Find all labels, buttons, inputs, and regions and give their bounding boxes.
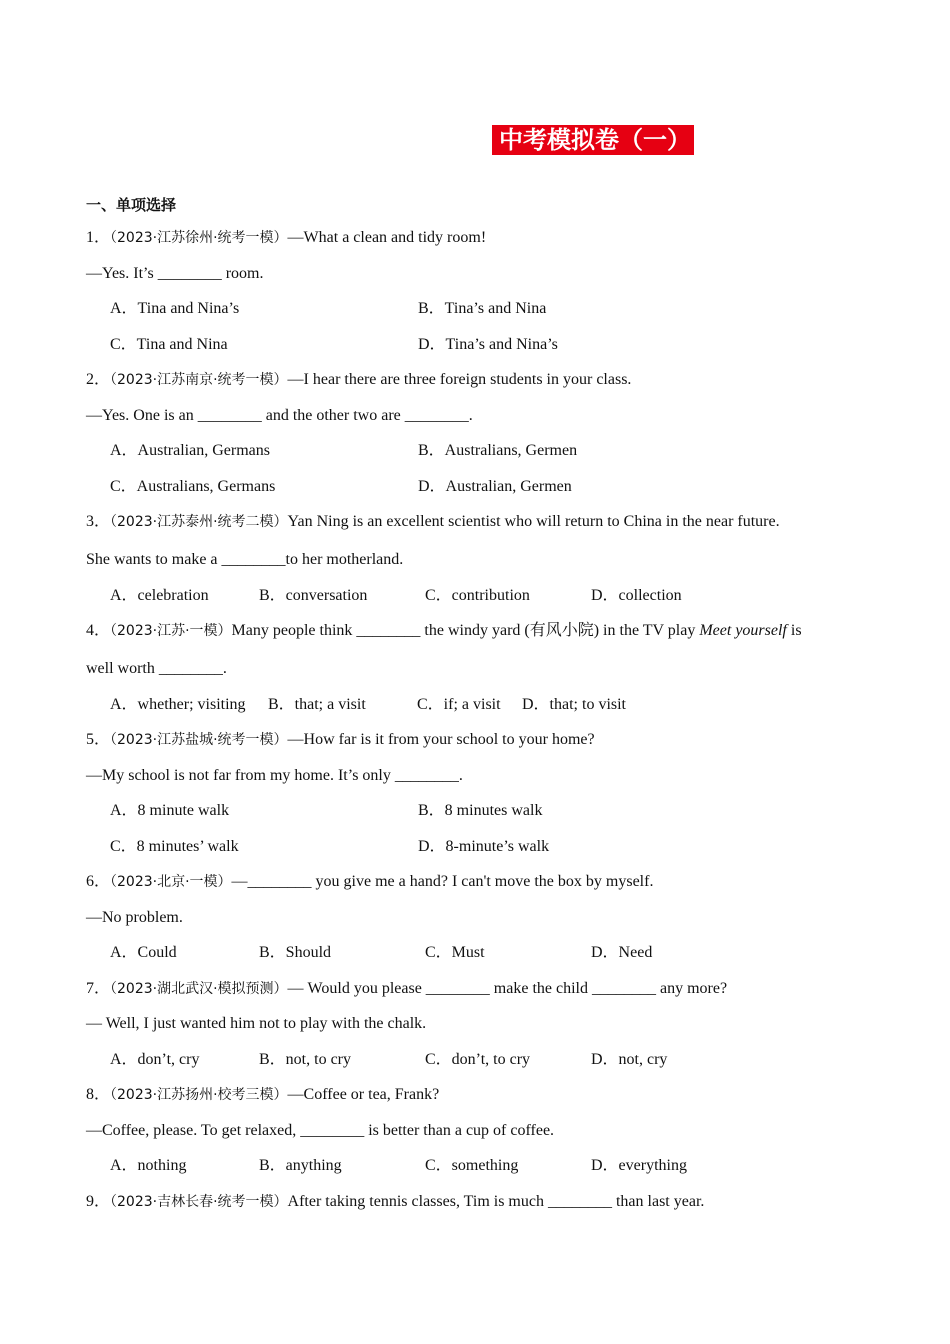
- question-6-options: [86, 939, 866, 975]
- question-2-line2: —Yes. One is an ________ and the other two are ________.: [86, 406, 473, 424]
- question-1-options-row2: [86, 331, 866, 367]
- option-a[interactable]: A．8 minute walk: [110, 802, 230, 819]
- option-c[interactable]: C．Tina and Nina: [110, 335, 228, 353]
- question-7-line2: — Well, I just wanted him not to play with the chalk.: [86, 1015, 427, 1032]
- option-c[interactable]: C．contribution: [425, 586, 530, 604]
- option-a[interactable]: A．Could: [110, 944, 177, 961]
- option-d[interactable]: D．not, cry: [591, 1050, 668, 1068]
- option-c[interactable]: C．Australians, Germans: [110, 477, 276, 495]
- option-c[interactable]: C．8 minutes’ walk: [110, 837, 239, 855]
- question-1: 1．（2023·江苏徐州·统考一模）—What a clean and tidy room!: [86, 229, 487, 246]
- question-5-options-row1: [86, 797, 866, 833]
- question-6: 6．（2023·北京·一模）—________ you give me a hand? I can't move the box by myself.: [86, 873, 654, 890]
- option-b[interactable]: B．Tina’s and Nina: [418, 300, 547, 317]
- option-b[interactable]: B．that; a visit: [268, 695, 366, 713]
- question-8-line2: —Coffee, please. To get relaxed, ________ is better than a cup of coffee.: [86, 1121, 555, 1139]
- question-3-line2: She wants to make a ________to her motherland.: [86, 551, 404, 568]
- question-5-options-row2: [86, 833, 866, 869]
- option-d[interactable]: D．Australian, Germen: [418, 477, 572, 495]
- option-a[interactable]: A．don’t, cry: [110, 1050, 200, 1068]
- question-6-line2: —No problem.: [86, 908, 183, 926]
- option-a[interactable]: A．Tina and Nina’s: [110, 300, 240, 317]
- option-d[interactable]: D．that; to visit: [522, 695, 627, 713]
- option-d[interactable]: D．Need: [591, 944, 653, 961]
- option-a[interactable]: A．whether; visiting: [110, 695, 246, 713]
- question-3-options: [86, 582, 866, 618]
- question-2-options-row1: [86, 437, 866, 473]
- option-d[interactable]: D．collection: [591, 586, 682, 604]
- question-3: 3．（2023·江苏泰州·统考二模）Yan Ning is an excellent scientist who will return to China in the near future.: [86, 513, 780, 530]
- question-5-line2: —My school is not far from my home. It’s only ________.: [86, 766, 463, 784]
- option-b[interactable]: B．conversation: [259, 586, 368, 604]
- option-b[interactable]: B．Should: [259, 944, 332, 961]
- question-1-options-row1: [86, 295, 866, 331]
- option-c[interactable]: C．if; a visit: [417, 695, 501, 713]
- option-d[interactable]: D．everything: [591, 1157, 687, 1174]
- section-heading: 一、单项选择: [86, 196, 177, 214]
- option-b[interactable]: B．not, to cry: [259, 1050, 351, 1068]
- option-a[interactable]: A．nothing: [110, 1157, 187, 1174]
- question-2: 2．（2023·江苏南京·统考一模）—I hear there are three foreign students in your class.: [86, 371, 632, 388]
- option-d[interactable]: D．Tina’s and Nina’s: [418, 335, 558, 353]
- option-d[interactable]: D．8-minute’s walk: [418, 837, 550, 855]
- question-8-options: [86, 1152, 866, 1188]
- question-4: 4．（2023·江苏·一模）Many people think ________ the windy yard (有风小院) in the TV play Meet yourself is: [86, 622, 802, 639]
- option-b[interactable]: B．8 minutes walk: [418, 802, 543, 819]
- question-7-options: [86, 1046, 866, 1082]
- option-b[interactable]: B．Australians, Germen: [418, 442, 578, 459]
- option-c[interactable]: C．don’t, to cry: [425, 1050, 531, 1068]
- question-1-line2: —Yes. It’s ________ room.: [86, 264, 264, 282]
- option-a[interactable]: A．celebration: [110, 586, 209, 604]
- title-block: [492, 124, 694, 156]
- option-b[interactable]: B．anything: [259, 1157, 342, 1174]
- option-c[interactable]: C．something: [425, 1157, 519, 1174]
- question-4-options: [86, 691, 866, 727]
- question-5: 5．（2023·江苏盐城·统考一模）—How far is it from your school to your home?: [86, 731, 595, 748]
- question-2-options-row2: [86, 473, 866, 509]
- question-list: [86, 224, 866, 1223]
- question-8: 8．（2023·江苏扬州·校考三模）—Coffee or tea, Frank?: [86, 1086, 440, 1103]
- option-c[interactable]: C．Must: [425, 944, 485, 961]
- question-9: 9．（2023·吉林长春·统考一模）After taking tennis classes, Tim is much ________ than last year.: [86, 1192, 705, 1210]
- option-a[interactable]: A．Australian, Germans: [110, 442, 270, 459]
- page-title: 中考模拟卷（一）: [496, 125, 694, 155]
- question-7: 7．（2023·湖北武汉·模拟预测）— Would you please ________ make the child ________ any more?: [86, 979, 728, 997]
- question-4-line2: well worth ________.: [86, 660, 227, 677]
